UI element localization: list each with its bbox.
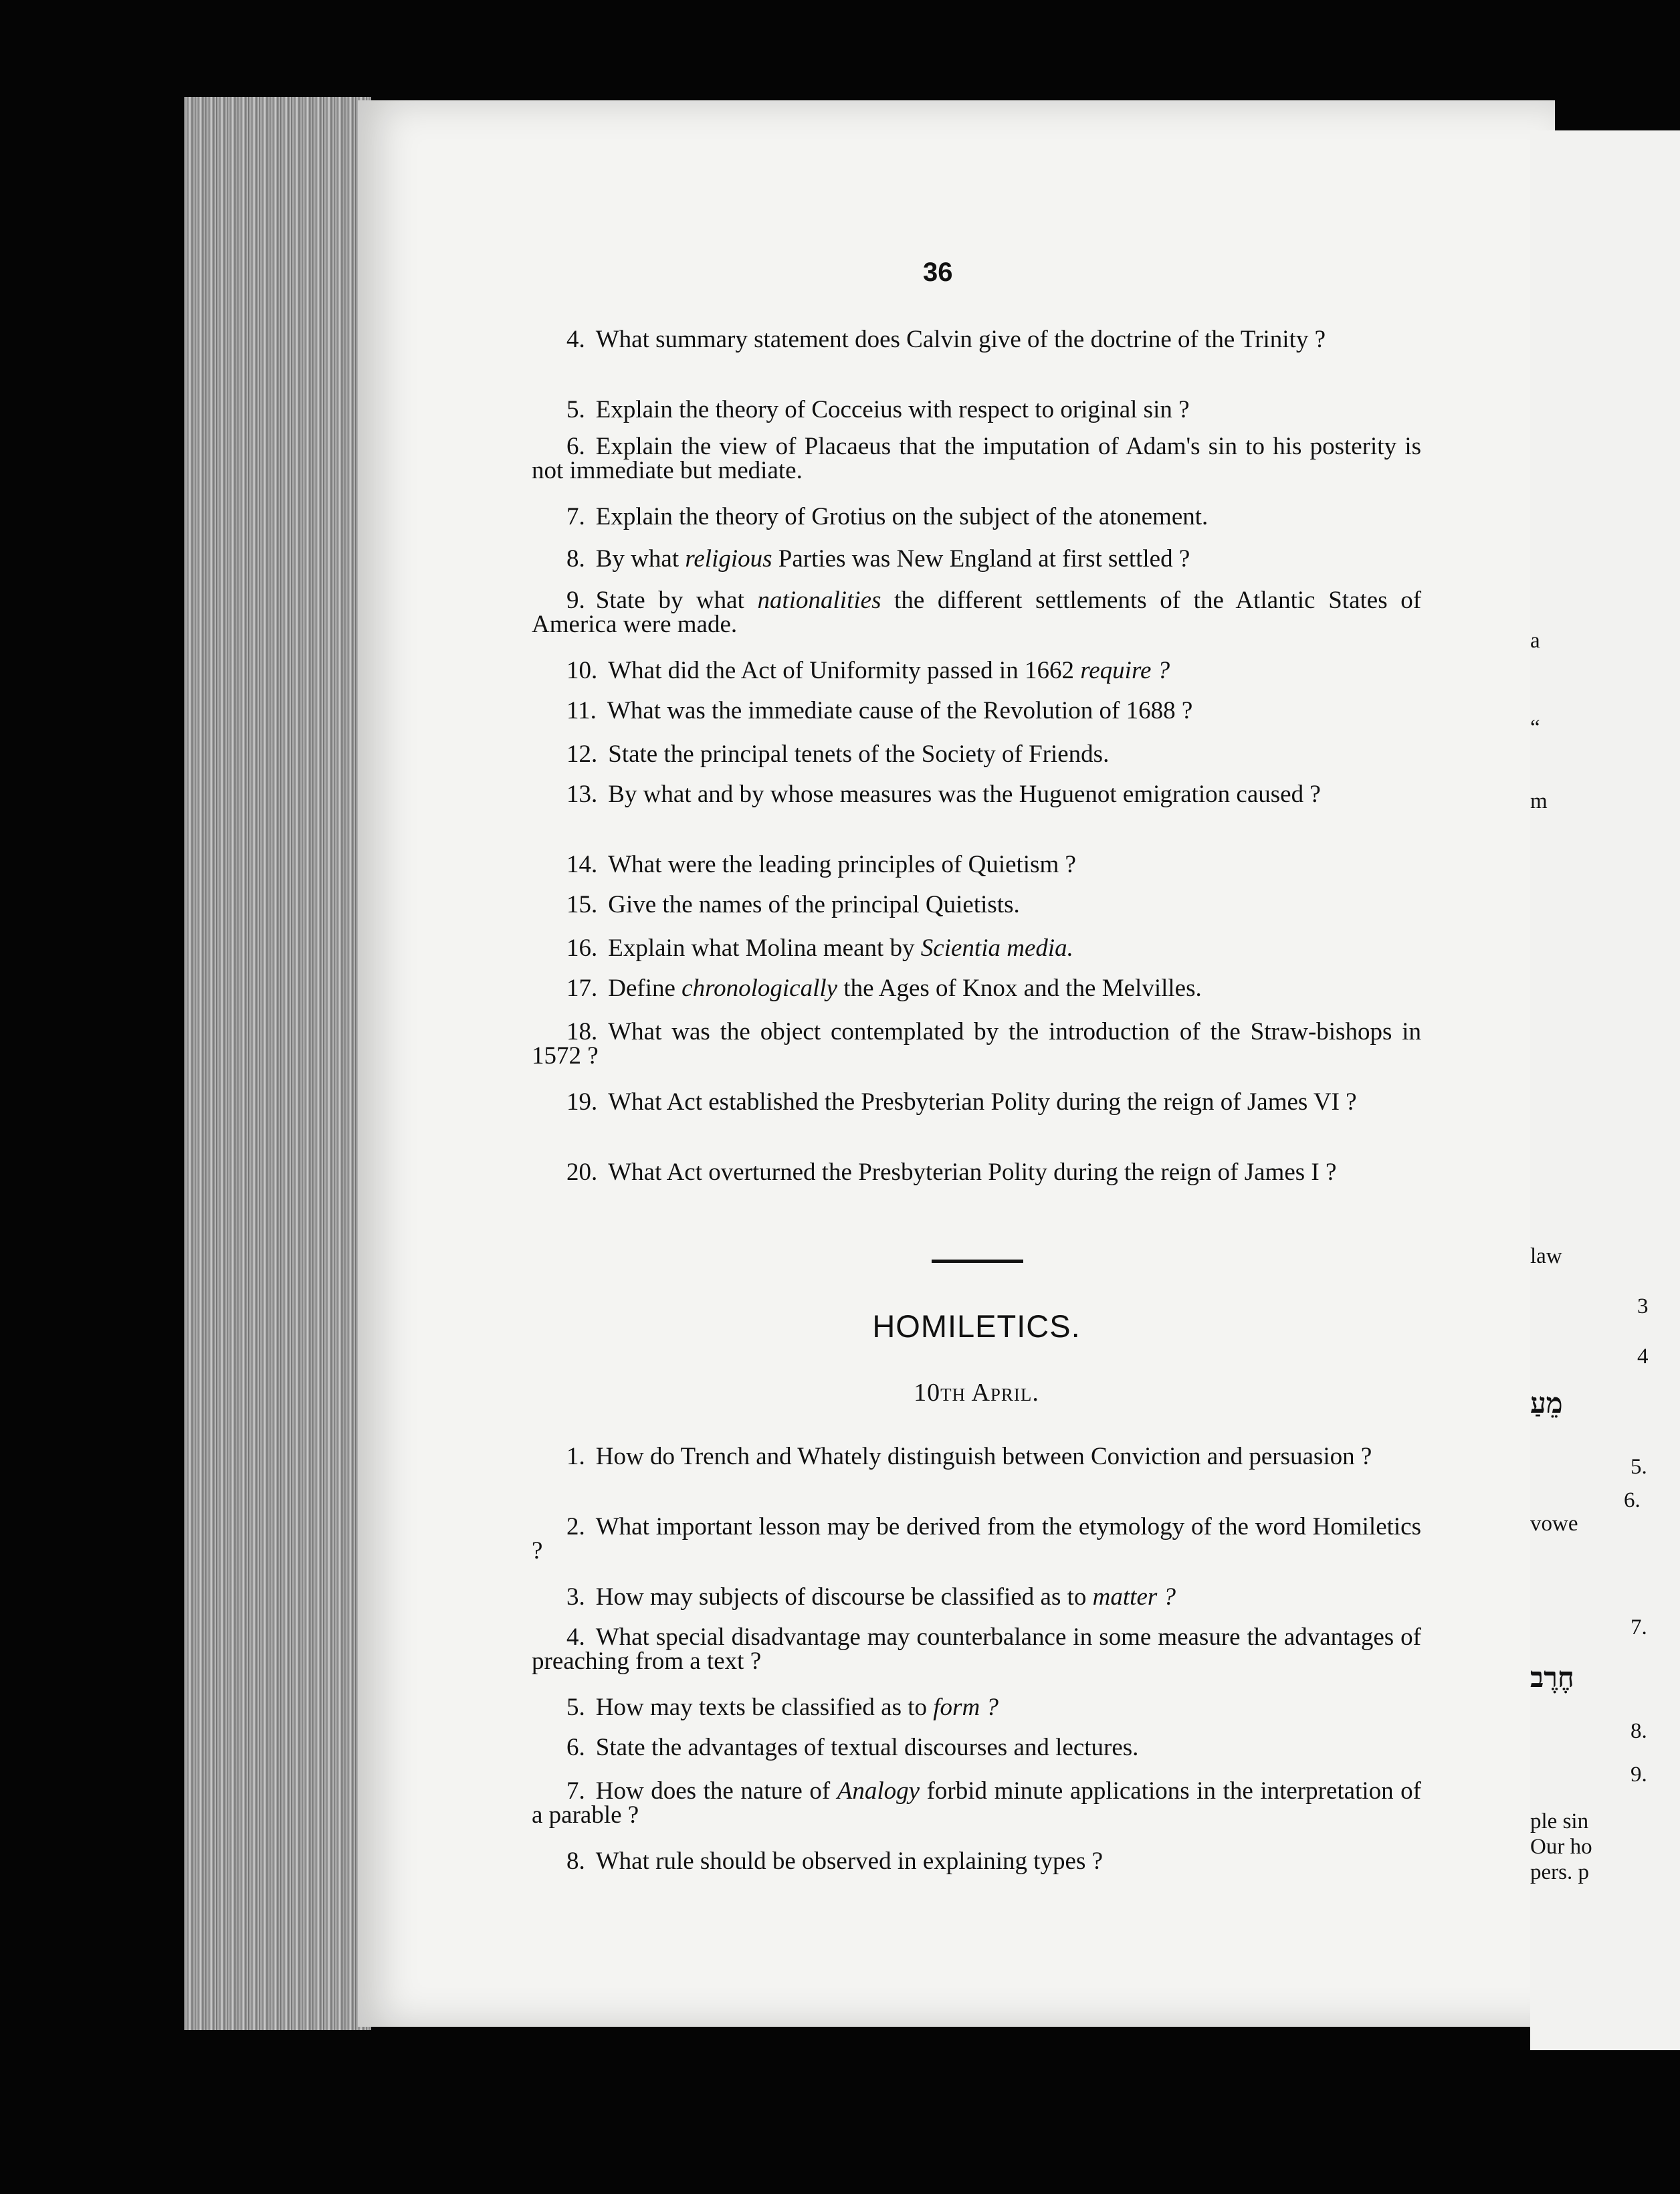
question-item: 6. Explain the view of Placaeus that the imputation of Adam's sin to his posterity is not immediate but mediate. bbox=[532, 433, 1421, 484]
question-item: 5. How may texts be classified as to form ? bbox=[566, 1694, 999, 1721]
facing-page-text: vowe bbox=[1530, 1512, 1578, 1536]
facing-page-text: ple sin bbox=[1530, 1809, 1589, 1833]
facing-page-text: Our ho bbox=[1530, 1835, 1592, 1859]
facing-page-text: “ bbox=[1530, 716, 1540, 740]
facing-page-text: 9. bbox=[1631, 1763, 1647, 1787]
facing-page-text: 4 bbox=[1637, 1344, 1649, 1369]
question-item: 14. What were the leading principles of Quietism ? bbox=[566, 851, 1076, 878]
question-item: 20. What Act overturned the Presbyterian Polity during the reign of James I ? bbox=[566, 1159, 1337, 1186]
question-item: 8. What rule should be observed in explaining types ? bbox=[566, 1848, 1104, 1875]
section-divider bbox=[932, 1260, 1023, 1263]
question-item: 7. Explain the theory of Grotius on the subject of the atonement. bbox=[566, 503, 1209, 530]
facing-page-text: pers. p bbox=[1530, 1860, 1589, 1884]
question-item: 2. What important lesson may be derived from the etymology of the word Homiletics ? bbox=[532, 1513, 1421, 1565]
question-item: 13. By what and by whose measures was the Huguenot emigration caused ? bbox=[566, 781, 1321, 808]
facing-page-text: a bbox=[1530, 629, 1540, 653]
question-item: 4. What summary statement does Calvin give of the doctrine of the Trinity ? bbox=[566, 326, 1326, 353]
question-item: 19. What Act established the Presbyterian Polity during the reign of James VI ? bbox=[566, 1088, 1357, 1116]
question-item: 5. Explain the theory of Cocceius with respect to original sin ? bbox=[566, 396, 1190, 423]
question-item: 1. How do Trench and Whately distinguish between Conviction and persuasion ? bbox=[566, 1443, 1372, 1470]
question-item: 4. What special disadvantage may counterbalance in some measure the advantages of preaching from a text ? bbox=[532, 1623, 1421, 1675]
facing-page-text: 3 bbox=[1637, 1294, 1649, 1318]
facing-page-text: 8. bbox=[1631, 1719, 1647, 1743]
facing-page-text: 7. bbox=[1631, 1615, 1647, 1639]
facing-page-fragment bbox=[1530, 130, 1680, 2050]
question-item: 17. Define chronologically the Ages of Knox and the Melvilles. bbox=[566, 975, 1202, 1002]
book-page-edges bbox=[184, 97, 371, 2030]
question-item: 12. State the principal tenets of the Society of Friends. bbox=[566, 740, 1110, 768]
facing-page-text: law bbox=[1530, 1244, 1562, 1268]
question-item: 3. How may subjects of discourse be classified as to matter ? bbox=[566, 1583, 1176, 1611]
facing-page-text: m bbox=[1530, 789, 1548, 813]
question-item: 8. By what religious Parties was New England at first settled ? bbox=[566, 545, 1190, 573]
facing-page-hebrew: מֵעַ bbox=[1530, 1389, 1563, 1419]
question-item: 16. Explain what Molina meant by Scientia media. bbox=[566, 934, 1073, 962]
section-date: 10th April. bbox=[914, 1379, 1039, 1407]
facing-page-text: 6. bbox=[1624, 1488, 1641, 1512]
question-item: 9. State by what nationalities the different settlements of the Atlantic States of America were made. bbox=[532, 587, 1422, 638]
question-item: 10. What did the Act of Uniformity passed in 1662 require ? bbox=[566, 657, 1170, 684]
question-item: 18. What was the object contemplated by the introduction of the Straw-bishops in 1572 ? bbox=[532, 1018, 1421, 1070]
facing-page-hebrew: חֶרֶב bbox=[1530, 1663, 1574, 1694]
section-heading: HOMILETICS. bbox=[872, 1308, 1081, 1344]
question-item: 7. How does the nature of Analogy forbid minute applications in the interpretation of a parable ? bbox=[532, 1777, 1421, 1829]
question-item: 6. State the advantages of textual discourses and lectures. bbox=[566, 1734, 1139, 1761]
question-item: 11. What was the immediate cause of the Revolution of 1688 ? bbox=[566, 697, 1193, 724]
page-number: 36 bbox=[923, 258, 953, 287]
question-item: 15. Give the names of the principal Quietists. bbox=[566, 891, 1020, 918]
facing-page-text: 5. bbox=[1631, 1455, 1647, 1479]
